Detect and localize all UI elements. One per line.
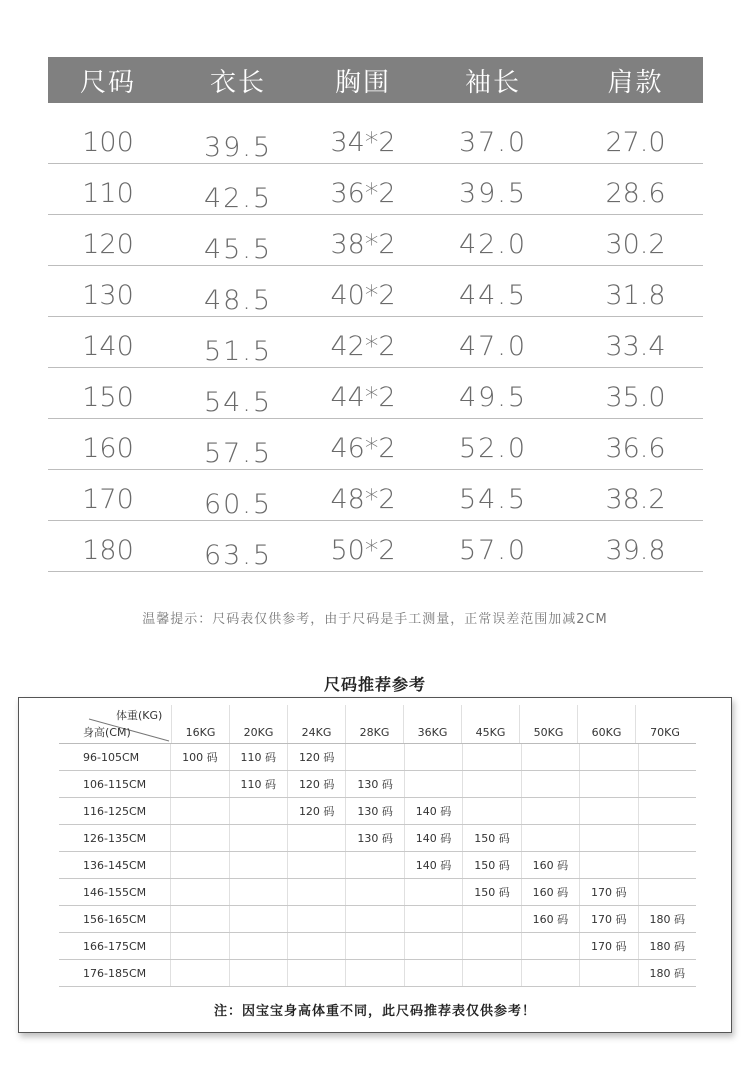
recommended-size: [639, 852, 696, 878]
height-range: 176-185CM: [59, 960, 171, 986]
recommendation-row: [59, 825, 696, 852]
recommended-size: 130 码: [346, 771, 404, 797]
recommended-size: [405, 744, 463, 770]
recommendation-row: [59, 771, 696, 798]
recommendation-table: [59, 705, 696, 987]
recommended-size: [639, 825, 696, 851]
recommendation-row: [59, 852, 696, 879]
recommended-size: [580, 852, 638, 878]
recommended-size: [346, 744, 404, 770]
recommended-size: [405, 933, 463, 959]
size-chart-header: [48, 57, 703, 103]
recommended-size: 100 码: [171, 744, 229, 770]
recommended-size: [230, 825, 288, 851]
recommended-size: 130 码: [346, 825, 404, 851]
recommended-size: 160 码: [522, 906, 580, 932]
measurement-tip: 温馨提示：尺码表仅供参考，由于尺码是手工测量，正常误差范围加减2CM: [142, 612, 608, 627]
height-range: 136-145CM: [59, 852, 171, 878]
cell-sleeve: 52.0: [458, 433, 528, 464]
recommended-size: [522, 825, 580, 851]
cell-size: 110: [82, 178, 134, 209]
recommended-size: 110 码: [230, 744, 288, 770]
cell-sleeve: 42.0: [458, 229, 528, 260]
recommended-size: [171, 879, 229, 905]
cell-sleeve: 37.0: [458, 127, 528, 158]
recommended-size: [405, 906, 463, 932]
height-range: 126-135CM: [59, 825, 171, 851]
recommended-size: 150 码: [463, 879, 521, 905]
weight-header: 20KG: [230, 705, 288, 743]
header-shoulder: 肩款: [607, 67, 664, 98]
cell-size: 160: [82, 433, 134, 464]
size-row: [48, 470, 703, 521]
recommendation-row: [59, 744, 696, 771]
height-range: 116-125CM: [59, 798, 171, 824]
cell-size: 120: [82, 229, 134, 260]
cell-sleeve: 57.0: [458, 535, 528, 566]
cell-length: 39.5: [203, 132, 273, 163]
cell-chest: 48*2: [330, 484, 396, 515]
recommended-size: [405, 960, 463, 986]
recommended-size: [288, 906, 346, 932]
recommended-size: [171, 771, 229, 797]
recommended-size: [639, 798, 696, 824]
recommended-size: [639, 879, 696, 905]
recommendation-body: [59, 744, 696, 987]
recommendation-row: [59, 879, 696, 906]
recommended-size: [288, 933, 346, 959]
cell-shoulder: 39.8: [605, 535, 666, 566]
cell-length: 57.5: [203, 438, 273, 469]
header-sleeve: 袖长: [464, 67, 521, 98]
cell-shoulder: 28.6: [605, 178, 666, 209]
weight-header: 45KG: [462, 705, 520, 743]
header-length: 衣长: [209, 67, 266, 98]
cell-shoulder: 33.4: [605, 331, 666, 362]
recommended-size: 180 码: [649, 940, 685, 953]
cell-sleeve: 47.0: [458, 331, 528, 362]
size-row: [48, 266, 703, 317]
recommended-size: [230, 933, 288, 959]
recommended-size: [346, 906, 404, 932]
recommended-size: [171, 933, 229, 959]
cell-chest: 44*2: [330, 382, 396, 413]
recommended-size: [580, 798, 638, 824]
weight-axis-label: 体重(KG): [116, 709, 163, 722]
height-range: 156-165CM: [59, 906, 171, 932]
weight-header: 16KG: [172, 705, 230, 743]
recommended-size: [346, 879, 404, 905]
cell-shoulder: 31.8: [605, 280, 666, 311]
cell-chest: 36*2: [330, 178, 396, 209]
cell-chest: 50*2: [330, 535, 396, 566]
cell-length: 48.5: [203, 285, 273, 316]
cell-chest: 34*2: [330, 127, 396, 158]
header-corner: [59, 705, 172, 743]
cell-shoulder: 35.0: [605, 382, 666, 413]
recommended-size: 110 码: [230, 771, 288, 797]
recommended-size: [580, 825, 638, 851]
recommended-size: [463, 744, 521, 770]
weight-header: 36KG: [404, 705, 462, 743]
size-row: [48, 317, 703, 368]
recommendation-header: [59, 705, 696, 744]
recommended-size: [405, 771, 463, 797]
recommended-size: [522, 771, 580, 797]
recommendation-row: [59, 906, 696, 933]
cell-sleeve: 44.5: [458, 280, 528, 311]
recommended-size: [463, 798, 521, 824]
height-range: 146-155CM: [59, 879, 171, 905]
recommended-size: [171, 852, 229, 878]
height-range: 166-175CM: [59, 933, 171, 959]
cell-shoulder: 36.6: [605, 433, 666, 464]
cell-chest: 40*2: [330, 280, 396, 311]
recommended-size: [171, 798, 229, 824]
header-chest: 胸围: [334, 67, 391, 98]
cell-chest: 46*2: [330, 433, 396, 464]
recommended-size: [522, 933, 580, 959]
recommended-size: 170 码: [580, 906, 638, 932]
weight-header: 50KG: [520, 705, 578, 743]
recommendation-row: [59, 798, 696, 825]
cell-size: 140: [82, 331, 134, 362]
recommended-size: [171, 960, 229, 986]
size-row: [48, 419, 703, 470]
recommended-size: [522, 744, 580, 770]
recommendation-row: [59, 933, 696, 960]
cell-size: 130: [82, 280, 134, 311]
cell-shoulder: 30.2: [605, 229, 666, 260]
recommendation-title: 尺码推荐参考: [323, 675, 426, 694]
recommended-size: [230, 906, 288, 932]
cell-sleeve: 39.5: [458, 178, 528, 209]
weight-header: 28KG: [346, 705, 404, 743]
recommended-size: [171, 906, 229, 932]
cell-size: 170: [82, 484, 134, 515]
weight-header: 24KG: [288, 705, 346, 743]
recommended-size: 160 码: [522, 879, 580, 905]
recommended-size: [230, 960, 288, 986]
recommended-size: [346, 852, 404, 878]
cell-length: 54.5: [203, 387, 273, 418]
recommended-size: [171, 825, 229, 851]
cell-size: 100: [82, 127, 134, 158]
recommended-size: [463, 960, 521, 986]
recommended-size: [288, 879, 346, 905]
recommended-size: [522, 960, 580, 986]
cell-chest: 42*2: [330, 331, 396, 362]
recommended-size: [639, 771, 696, 797]
recommended-size: [346, 960, 404, 986]
recommendation-row: [59, 960, 696, 987]
cell-sleeve: 54.5: [458, 484, 528, 515]
cell-length: 63.5: [203, 540, 273, 571]
cell-length: 45.5: [203, 234, 273, 265]
cell-size: 150: [82, 382, 134, 413]
recommended-size: [463, 933, 521, 959]
cell-shoulder: 38.2: [605, 484, 666, 515]
recommended-size: 120 码: [288, 798, 346, 824]
recommended-size: [346, 933, 404, 959]
height-range: 96-105CM: [59, 744, 171, 770]
size-row: [48, 103, 703, 164]
recommended-size: [463, 906, 521, 932]
recommended-size: 170 码: [580, 879, 638, 905]
cell-sleeve: 49.5: [458, 382, 528, 413]
size-chart-table: [48, 57, 703, 572]
recommended-size: [230, 798, 288, 824]
size-row: [48, 164, 703, 215]
header-size: 尺码: [79, 67, 136, 98]
recommended-size: [580, 771, 638, 797]
height-axis-label: 身高(CM): [83, 726, 131, 739]
recommended-size: 160 码: [522, 852, 580, 878]
recommended-size: [463, 771, 521, 797]
size-row: [48, 368, 703, 419]
recommended-size: 120 码: [288, 771, 346, 797]
recommended-size: 150 码: [463, 825, 521, 851]
recommended-size: 180 码: [649, 967, 685, 980]
height-range: 106-115CM: [59, 771, 171, 797]
recommendation-note: 注：因宝宝身高体重不同，此尺码推荐表仅供参考！: [213, 1004, 536, 1019]
weight-header: 60KG: [578, 705, 636, 743]
recommended-size: [288, 825, 346, 851]
recommended-size: 150 码: [463, 852, 521, 878]
recommended-size: [522, 798, 580, 824]
size-row: [48, 521, 703, 572]
recommendation-box: [18, 697, 732, 1033]
recommended-size: [230, 879, 288, 905]
recommended-size: [230, 852, 288, 878]
recommended-size: 140 码: [405, 798, 463, 824]
recommended-size: 140 码: [405, 852, 463, 878]
recommended-size: [580, 744, 638, 770]
recommended-size: [288, 852, 346, 878]
size-chart-body: [48, 103, 703, 572]
cell-length: 42.5: [203, 183, 273, 214]
recommended-size: [405, 879, 463, 905]
recommended-size: 140 码: [405, 825, 463, 851]
recommended-size: 120 码: [288, 744, 346, 770]
recommended-size: 180 码: [649, 913, 685, 926]
cell-length: 51.5: [203, 336, 273, 367]
recommended-size: [288, 960, 346, 986]
cell-size: 180: [82, 535, 134, 566]
recommended-size: 130 码: [346, 798, 404, 824]
recommended-size: [580, 960, 638, 986]
cell-shoulder: 27.0: [605, 127, 666, 158]
recommended-size: [639, 744, 696, 770]
cell-length: 60.5: [203, 489, 273, 520]
recommended-size: 170 码: [580, 933, 638, 959]
size-row: [48, 215, 703, 266]
weight-header: 70KG: [650, 726, 680, 739]
cell-chest: 38*2: [330, 229, 396, 260]
